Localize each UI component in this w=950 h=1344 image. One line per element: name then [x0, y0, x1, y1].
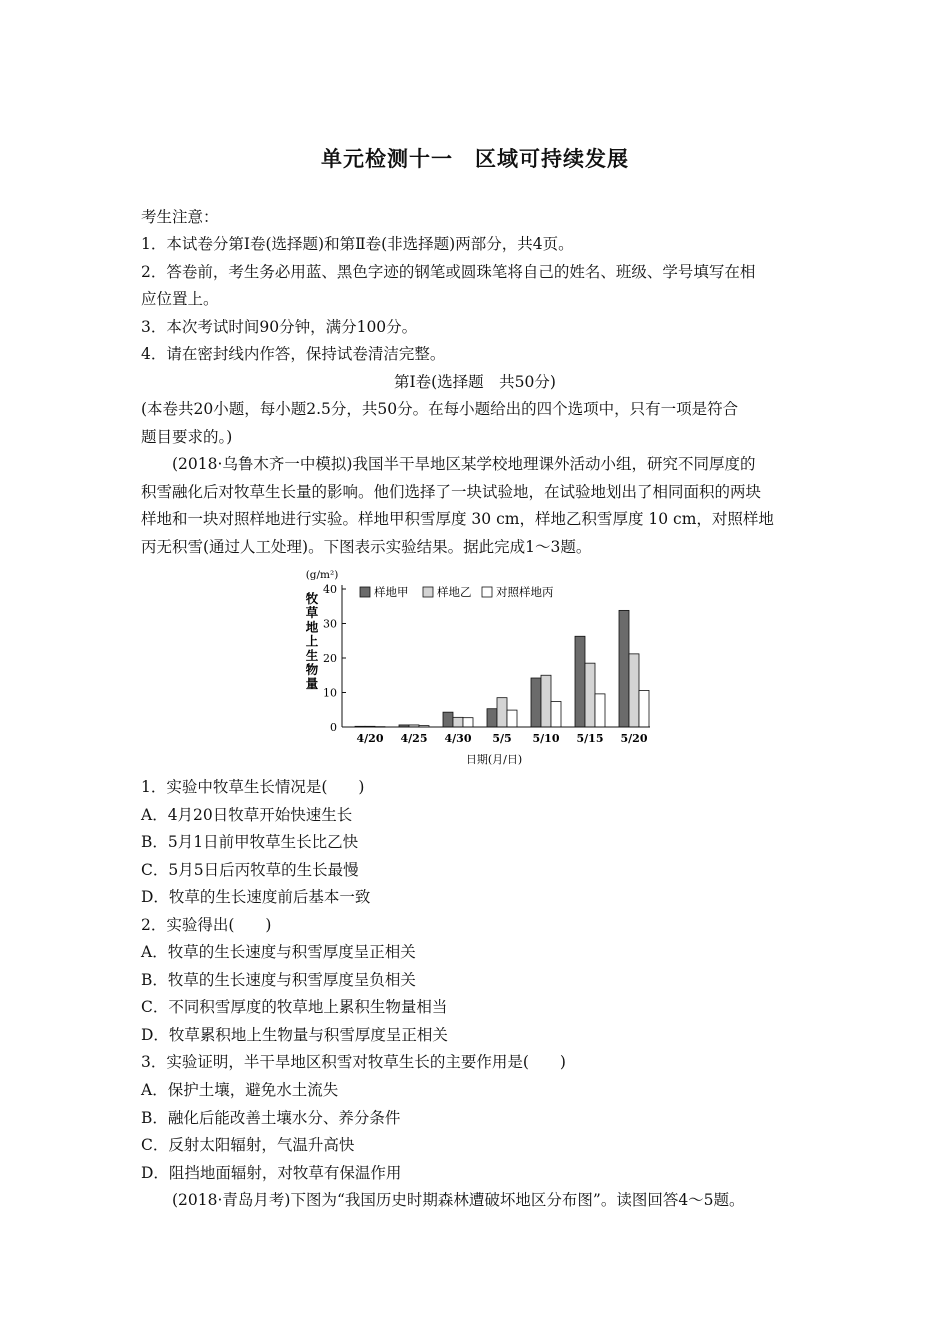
bar — [497, 698, 507, 727]
question-option: C．不同积雪厚度的牧草地上累积生物量相当 — [141, 998, 448, 1016]
bar — [619, 610, 629, 727]
bar — [551, 701, 561, 727]
bar — [639, 690, 649, 727]
x-tick-label: 5/15 — [576, 732, 604, 745]
bar — [487, 709, 497, 727]
question-option: B．5月1日前甲牧草生长比乙快 — [141, 833, 359, 851]
x-tick-label: 4/20 — [356, 732, 384, 745]
legend-label: 样地甲 — [374, 585, 409, 599]
question-option: C．反射太阳辐射，气温升高快 — [141, 1136, 355, 1154]
intro-paragraph-line: (2018·乌鲁木齐一中模拟)我国半干旱地区某学校地理课外活动小组，研究不同厚度的 — [172, 455, 756, 473]
question-stem: 1．实验中牧草生长情况是( ) — [141, 778, 365, 796]
bar — [531, 678, 541, 727]
x-axis-label: 日期(月/日) — [465, 753, 523, 766]
question-option: B．牧草的生长速度与积雪厚度呈负相关 — [141, 971, 416, 989]
x-tick-label: 5/10 — [532, 732, 560, 745]
y-axis-label-text: 牧草地上生物量 — [305, 591, 319, 692]
section-title: 第Ⅰ卷(选择题 共50分) — [394, 373, 556, 391]
y-ticks — [323, 583, 346, 734]
question-stem: 2．实验得出( ) — [141, 916, 272, 934]
bars — [355, 610, 649, 727]
section-desc: (本卷共20小题，每小题2.5分，共50分。在每小题给出的四个选项中，只有一项是符合 — [141, 400, 739, 418]
y-unit-label: (g/m²) — [305, 569, 339, 581]
y-tick-label: 40 — [323, 583, 337, 596]
question-option: A．保护土壤，避免水土流失 — [141, 1081, 339, 1099]
bar — [541, 675, 551, 727]
legend-swatch — [360, 587, 370, 597]
intro-paragraph-line: 样地和一块对照样地进行实验。样地甲积雪厚度 30 cm，样地乙积雪厚度 10 cm，对照样地 — [141, 510, 774, 528]
section-desc: 题目要求的。) — [141, 428, 233, 446]
notice-item: 2．答卷前，考生务必用蓝、黑色字迹的钢笔或圆珠笔将自己的姓名、班级、学号填写在相 — [141, 263, 756, 281]
intro-paragraph-line: 丙无积雪(通过人工处理)。下图表示实验结果。据此完成1～3题。 — [141, 538, 592, 556]
page-title: 单元检测十一 区域可持续发展 — [321, 147, 629, 171]
notice-heading: 考生注意： — [141, 208, 219, 226]
x-tick-label: 5/5 — [492, 732, 512, 745]
y-tick-label: 20 — [323, 652, 337, 665]
bar — [575, 636, 585, 727]
legend-label: 对照样地丙 — [496, 585, 554, 599]
x-tick-label: 4/30 — [444, 732, 472, 745]
question-option: C．5月5日后丙牧草的生长最慢 — [141, 861, 359, 879]
x-tick-label: 4/25 — [400, 732, 428, 745]
y-tick-label: 10 — [323, 686, 337, 700]
legend-swatch — [423, 587, 433, 597]
question-option: D．牧草累积地上生物量与积雪厚度呈正相关 — [141, 1026, 448, 1044]
bar — [585, 663, 595, 727]
notice-item: 应位置上。 — [141, 290, 219, 308]
biomass-bar-chart — [290, 565, 670, 773]
x-ticks — [357, 732, 648, 745]
intro-paragraph-line: 积雪融化后对牧草生长量的影响。他们选择了一块试验地，在试验地划出了相同面积的两块 — [141, 483, 762, 501]
y-tick-label: 30 — [323, 617, 337, 631]
question-option: D．牧草的生长速度前后基本一致 — [141, 888, 371, 906]
bar — [595, 694, 605, 727]
x-tick-label: 5/20 — [620, 732, 648, 745]
y-axis-label — [306, 591, 319, 691]
y-tick-label: 0 — [330, 721, 337, 734]
bar — [463, 718, 473, 727]
notice-item: 3．本次考试时间90分钟，满分100分。 — [141, 318, 418, 336]
bar — [443, 712, 453, 727]
question-option: A．牧草的生长速度与积雪厚度呈正相关 — [141, 943, 416, 961]
question-option: B．融化后能改善土壤水分、养分条件 — [141, 1109, 401, 1127]
question-option: D．阻挡地面辐射，对牧草有保温作用 — [141, 1164, 402, 1182]
bar — [507, 710, 517, 727]
legend-swatch — [482, 587, 492, 597]
notice-item: 4．请在密封线内作答，保持试卷清洁完整。 — [141, 345, 446, 363]
chart-legend — [360, 585, 554, 599]
intro-paragraph-line: (2018·青岛月考)下图为“我国历史时期森林遭破坏地区分布图”。读图回答4～5题。 — [172, 1191, 745, 1209]
bar — [453, 717, 463, 727]
notice-item: 1．本试卷分第Ⅰ卷(选择题)和第Ⅱ卷(非选择题)两部分，共4页。 — [141, 235, 574, 253]
question-stem: 3．实验证明，半干旱地区积雪对牧草生长的主要作用是( ) — [141, 1053, 566, 1071]
question-option: A．4月20日牧草开始快速生长 — [141, 806, 353, 824]
bar — [629, 654, 639, 727]
legend-label: 样地乙 — [437, 585, 472, 599]
